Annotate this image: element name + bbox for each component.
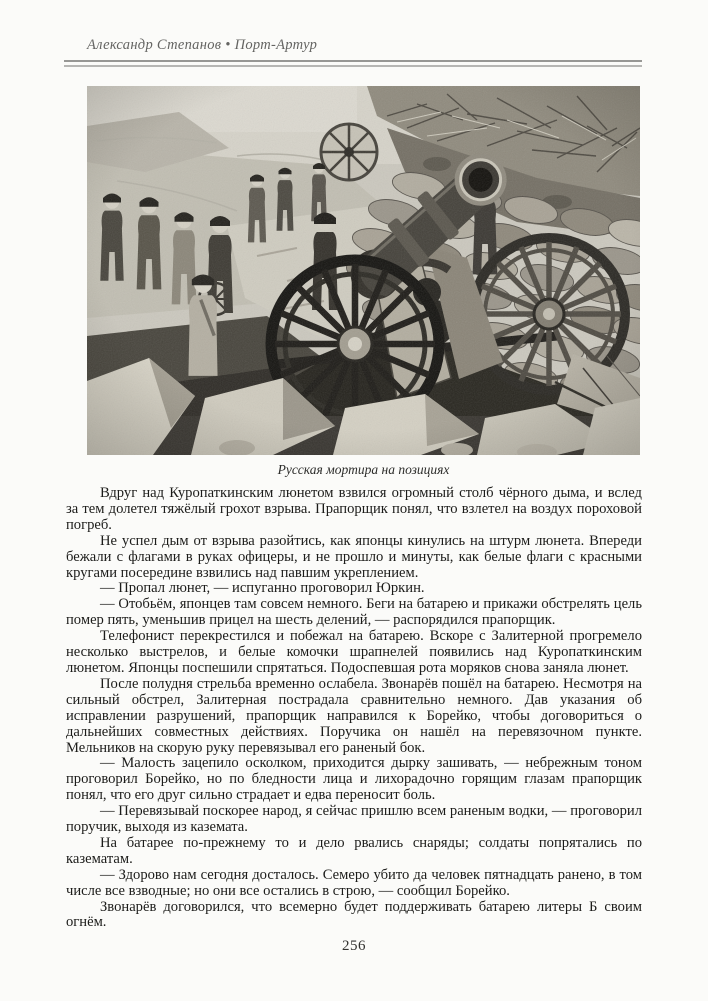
paragraph: — Малость зацепило осколком, приходится дырку зашивать, — небрежным тоном проговорил Борейко, но по бледности лица и лихорадочно горящим глазам прапорщик понял, что его друг сильно страдает и едва переносит боль. — [66, 755, 642, 804]
header-rule — [64, 60, 642, 67]
paragraph: Не успел дым от взрыва разойтись, как японцы кинулись на штурм люнета. Впереди бежали с флагами в руках офицеры, и не прошло и минуты, как белые флаги с красными кругами посередине взвились над павшим укреплением. — [66, 532, 642, 581]
paragraph: — Здорово нам сегодня досталось. Семеро убито да человек пятнадцать ранено, в том числе все взводные; но они все остались в строю, — сообщил Борейко. — [66, 866, 642, 899]
paragraph: Вдруг над Куропаткинским люнетом взвился огромный столб чёрного дыма, и вслед за тем долетел тяжёлый грохот взрыва. Прапорщик понял, что взлетел на воздух пороховой погреб. — [66, 485, 642, 533]
photo-caption: Русская мортира на позициях — [277, 462, 450, 477]
running-header: Александр Степанов • Порт-Артур — [87, 37, 318, 53]
paragraph: После полудня стрельба временно ослабела. Звонарёв пошёл на батарею. Несмотря на сильный обстрел, Залитерная пострадала сравнительно немного. Дав указания об исправлении разрушений, прапорщик направился к Борейко, чтобы договориться о дальнейших совместных действиях. Поручика он нашёл на перевязочном пункте. Мельников на скорую руку перевязывал его раненый бок. — [66, 675, 642, 756]
paragraph: Телефонист перекрестился и побежал на батарею. Вскоре с Залитерной прогремело несколько выстрелов, и белые комочки шрапнелей появились над Куропаткинским люнетом. Японцы поспешили спрятаться. Подоспевшая рота моряков снова заняла люнет. — [66, 628, 642, 676]
paragraph: На батарее по-прежнему то и дело рвались снаряды; солдаты попрятались по казематам. — [66, 834, 642, 867]
page-number: 256 — [342, 938, 366, 954]
paragraph: — Пропал люнет, — испуганно проговорил Юркин. — [100, 580, 425, 597]
figure-mortar — [87, 86, 640, 478]
paragraph: Звонарёв договорился, что всемерно будет поддерживать батарею литеры Б своим огнём. — [66, 898, 642, 931]
paragraph: — Перевязывай поскорее народ, я сейчас пришлю всем раненым водки, — проговорил поручик, выходя из каземата. — [66, 803, 642, 836]
photo-vignette — [87, 86, 640, 455]
article-text — [66, 486, 642, 931]
paragraph: — Отобьём, японцев там совсем немного. Беги на батарею и прикажи обстрелять цель помер пять, уменьшив прицел на шесть делений, — распорядился прапорщик. — [66, 596, 642, 629]
mortar-photo — [87, 86, 640, 455]
